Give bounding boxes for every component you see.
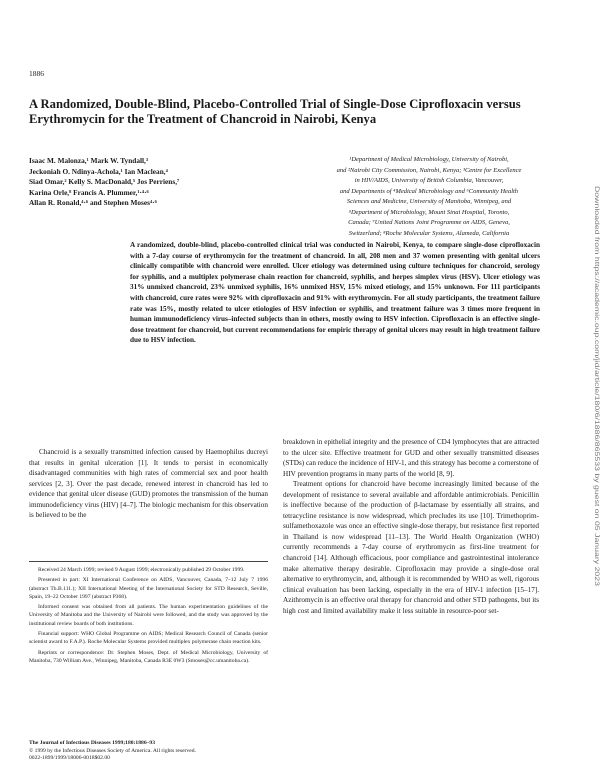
author-line: Karina Orle,⁸ Francis A. Plummer,¹·⁴·⁶ — [29, 187, 149, 197]
footnote: Presented in part: XI International Conference on AIDS, Vancouver, Canada, 7–12 July 7 1996 (abstract Th.B.111.); XII International Meeting of the International Society for STD Research, Seville, Spain, 19–22 October 1997 (abstract P368). — [29, 577, 268, 600]
affiliation-line: Switzerland; ⁸Roche Molecular Systems, Alameda, California — [348, 229, 510, 237]
affiliation-line: and ²Nairobi City Commission, Nairobi, Kenya; ³Centre for Excellence — [336, 166, 522, 174]
download-watermark — [591, 186, 600, 586]
copyright-line: © 1999 by the Infectious Diseases Society of America. All rights reserved. — [29, 747, 196, 754]
journal-citation: The Journal of Infectious Diseases 1999;180:1886–93 — [29, 740, 156, 746]
author-line: Jeckoniah O. Ndinya-Achola,¹ Ian Maclean,⁴ — [29, 166, 168, 176]
footnotes — [29, 561, 268, 667]
affiliation-line: ¹Department of Medical Microbiology, University of Nairobi, — [349, 156, 509, 163]
body-paragraph: breakdown in epithelial integrity and the presence of CD4 lymphocytes that are attracted to the ulcer site. Effective treatment for GUD and other sexually transmitted diseases (STDs) can reduce the incidence of HIV-1, and this strategy has become a cornerstone of HIV prevention programs in many parts of the world [8, 9]. — [283, 438, 539, 478]
footnote: Received 24 March 1999; revised 9 August 1999; electronically published 29 October 1999. — [38, 567, 245, 573]
footnote: Reprints or correspondence: Dr. Stephen Moses, Dept. of Medical Microbiology, University of Manitoba, 730 William Ave., Winnipeg, Manitoba, Canada R3E 0W3 (Smoses@cc.umanitoba.ca). — [29, 649, 268, 664]
body-paragraph: Chancroid is a sexually transmitted infection caused by Haemophilus ducreyi that results in genital ulceration [1]. It tends to persist in economically disadvantaged communities with high rates of commercial sex and poor health services [2, 3]. Over the past decade, renewed interest in chancroid has led to evidence that genital ulcer disease (GUD) promotes the transmission of the human immunodeficiency virus (HIV) [4–7]. The biologic mechanism for this observation is believed to be the — [29, 448, 268, 520]
affiliation-line: in HIV/AIDS, University of British Columbia, Vancouver, — [354, 177, 504, 184]
footnote: Informed consent was obtained from all patients. The human experimentation guidelines of the University of Manitoba and the University of Nairobi were followed, and the study was approved by the institutional review boards of both institutions. — [29, 604, 268, 627]
affiliation-line: Canada; ⁷United Nations Joint Programme on AIDS, Geneva, — [348, 219, 510, 226]
article-title: A Randomized, Double-Blind, Placebo-Controlled Trial of Single-Dose Ciprofloxacin versus Erythromycin for the Treatment of Chancroid in Nairobi, Kenya — [29, 97, 521, 126]
journal-footer — [29, 740, 268, 763]
issn-line: 0022-1899/1999/18006-0018$02.00 — [29, 755, 110, 762]
page-number: 1886 — [29, 69, 44, 78]
abstract: A randomized, double-blind, placebo-controlled clinical trial was conducted in Nairobi, Kenya, to compare single-dose ciprofloxacin with a 7-day course of erythromycin for the treatment of chancroid. In all, 208 men and 37 women presenting with genital ulcers clinically compatible with chancroid were enrolled. Ulcer etiology was determined using culture techniques for chancroid, serology for syphilis, and a multiplex polymerase chain reaction for chancroid, syphilis, and herpes simplex virus (HSV). Ulcer etiology was 31% unmixed chancroid, 23% unmixed syphilis, 16% unmixed HSV, 15% mixed etiology, and 15% unknown. For 111 participants with chancroid, cure rates were 92% with ciprofloxacin and 91% with erythromycin. For all study participants, the treatment failure rate was 15%, mostly related to ulcer etiologies of HSV infection or syphilis, and treatment failure was 3 times more frequent in human immunodeficiency virus–infected subjects than in others, mostly owing to HSV infection. Ciprofloxacin is an effective single-dose treatment for chancroid, but current recommendations for empiric therapy of genital ulcers may result in high treatment failure due to HSV infection. — [130, 241, 540, 345]
body-column-left — [29, 447, 268, 521]
affiliation-line: ⁵Department of Microbiology, Mount Sinai Hospital, Toronto, — [348, 208, 510, 216]
download-watermark-text: Downloaded from https://academic.oup.com/jid/article/180/6/1886/865533 by guest on 05 January 2023 — [593, 186, 599, 461]
footnote: Financial support: WHO Global Programme on AIDS; Medical Research Council of Canada (senior scientist award to F.A.P.). Roche Molecular Systems provided multiplex polymerase chain reaction kits. — [29, 631, 268, 646]
affiliation-line: Sciences and Medicine, University of Manitoba, Winnipeg, and — [346, 198, 512, 205]
affiliation-line: and Departments of ⁴Medical Microbiology and ⁶Community Health — [339, 187, 519, 195]
author-line: Siad Omar,² Kelly S. MacDonald,⁵ Jos Perriens,⁷ — [29, 177, 180, 186]
author-line: Allan R. Ronald,⁴·⁶ and Stephen Moses⁴·⁶ — [29, 198, 157, 207]
body-paragraph: Treatment options for chancroid have become increasingly limited because of the development of resistance to several available and affordable antimicrobials. Penicillin is ineffective because of the production of β-lactamase by essentially all strains, and tetracycline resistance is now widespread, which precludes its use [10]. Trimethoprim-sulfamethoxazole was once an effective single-dose therapy, but resistance first reported in Thailand is now widespread [11–13]. The World Health Organization (WHO) currently recommends a 7-day course of erythromycin as first-line treatment for chancroid [14]. Although efficacious, poor compliance and gastrointestinal intolerance make alternative therapy desirable. Ciprofloxacin may provide a single-dose oral alternative to erythromycin, and, although it is recommended by WHO as well, rigorous clinical evaluation has been lacking, especially in the era of HIV-1 infection [15–17]. Azithromycin is an effective oral therapy for chancroid and other STD pathogens, but its high cost and limited availability make it less suitable in resource-poor set- — [283, 480, 539, 615]
body-column-right — [283, 437, 539, 616]
author-line: Isaac M. Malonza,¹ Mark W. Tyndall,³ — [29, 156, 149, 165]
